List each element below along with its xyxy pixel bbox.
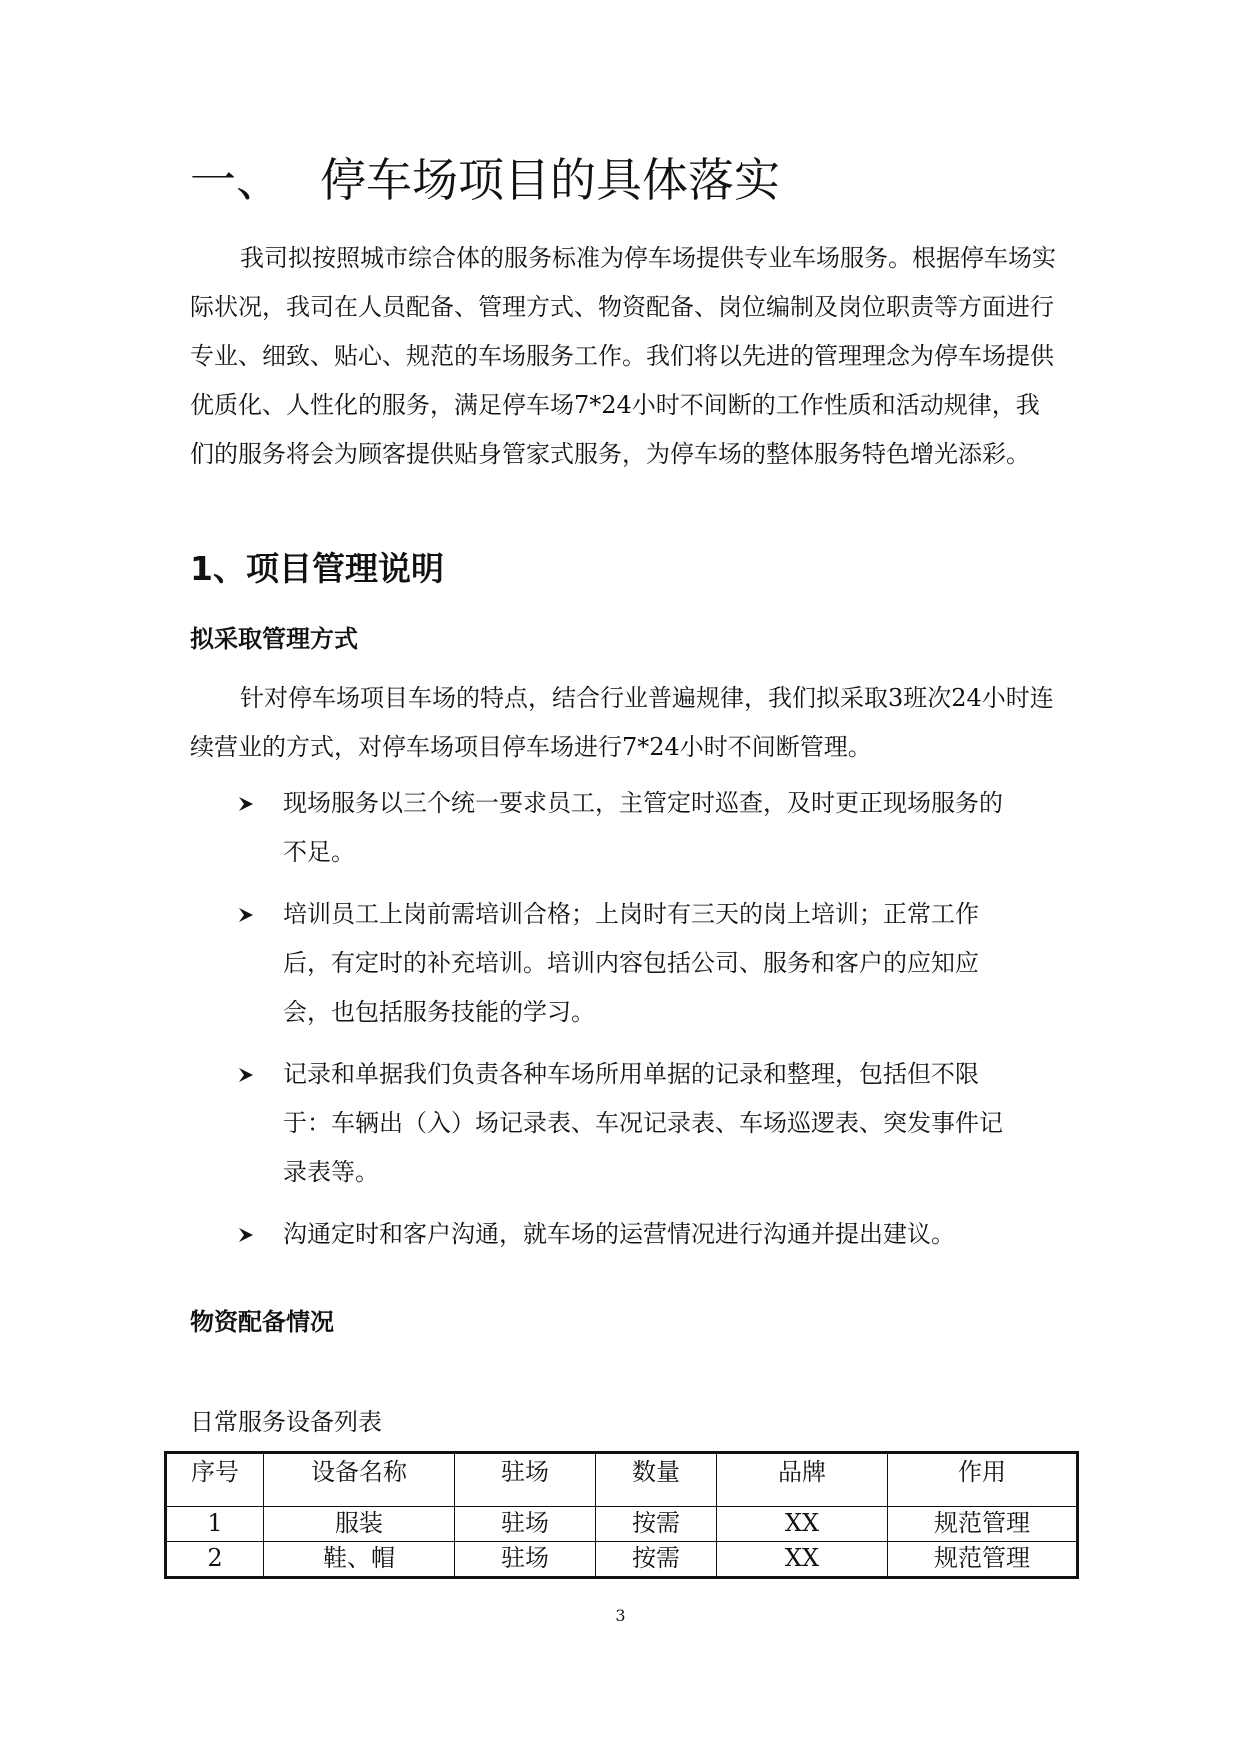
column-header: 数量 — [596, 1453, 717, 1507]
section-heading — [190, 150, 780, 210]
section-title: 停车场项目的具体落实 — [320, 153, 780, 207]
table-cell: 规范管理 — [888, 1507, 1078, 1542]
arrow-bullet-icon — [238, 1050, 260, 1099]
table-cell: 服装 — [264, 1507, 455, 1542]
table-cell: 按需 — [596, 1507, 717, 1542]
management-bullet-list — [190, 779, 1060, 1259]
table-cell: 规范管理 — [888, 1542, 1078, 1578]
table-cell: 按需 — [596, 1542, 717, 1578]
subsection-title: 1、项目管理说明 — [190, 549, 444, 588]
column-header: 作用 — [888, 1453, 1078, 1507]
table-caption: 日常服务设备列表 — [190, 1408, 382, 1436]
supplies-heading: 物资配备情况 — [190, 1308, 334, 1336]
page-number: 3 — [615, 1606, 626, 1625]
table-header-row — [166, 1453, 1078, 1507]
table-cell: XX — [717, 1542, 888, 1578]
column-header: 品牌 — [717, 1453, 888, 1507]
bullet-item — [190, 1210, 1003, 1259]
bullet-text: 培训员工上岗前需培训合格；上岗时有三天的岗上培训；正常工作后，有定时的补充培训。培训内容包括公司、服务和客户的应知应会，也包括服务技能的学习。 — [283, 900, 979, 1026]
bullet-text: 沟通定时和客户沟通，就车场的运营情况进行沟通并提出建议。 — [283, 1220, 955, 1248]
arrow-bullet-icon — [238, 779, 260, 828]
column-header: 序号 — [166, 1453, 264, 1507]
bullet-text: 记录和单据我们负责各种车场所用单据的记录和整理，包括但不限于：车辆出（入）场记录表、车况记录表、车场巡逻表、突发事件记录表等。 — [283, 1060, 1003, 1186]
equipment-table — [164, 1451, 1079, 1579]
column-header: 设备名称 — [264, 1453, 455, 1507]
table-row — [166, 1542, 1078, 1578]
bullet-item — [190, 890, 1003, 1037]
table-cell: 驻场 — [455, 1542, 596, 1578]
table-cell: 驻场 — [455, 1507, 596, 1542]
table-cell: XX — [717, 1507, 888, 1542]
column-header: 驻场 — [455, 1453, 596, 1507]
arrow-bullet-icon — [238, 890, 260, 939]
bullet-text: 现场服务以三个统一要求员工，主管定时巡查，及时更正现场服务的不足。 — [283, 789, 1003, 866]
arrow-bullet-icon — [238, 1210, 260, 1259]
table-cell: 2 — [166, 1542, 264, 1578]
section-number: 一、 — [190, 153, 282, 207]
management-heading: 拟采取管理方式 — [190, 625, 358, 653]
table-row — [166, 1507, 1078, 1542]
table-cell: 1 — [166, 1507, 264, 1542]
table-cell: 鞋、帽 — [264, 1542, 455, 1578]
bullet-item — [190, 779, 1003, 877]
bullet-item — [190, 1050, 1003, 1197]
management-paragraph: 针对停车场项目车场的特点，结合行业普遍规律，我们拟采取3班次24小时连续营业的方式，对停车场项目停车场进行7*24小时不间断管理。 — [190, 684, 1054, 761]
intro-paragraph: 我司拟按照城市综合体的服务标准为停车场提供专业车场服务。根据停车场实际状况，我司在人员配备、管理方式、物资配备、岗位编制及岗位职责等方面进行专业、细致、贴心、规范的车场服务工作。我们将以先进的管理理念为停车场提供优质化、人性化的服务，满足停车场7*24小时不间断的工作性质和活动规律，我们的服务将会为顾客提供贴身管家式服务，为停车场的整体服务特色增光添彩。 — [190, 244, 1056, 468]
